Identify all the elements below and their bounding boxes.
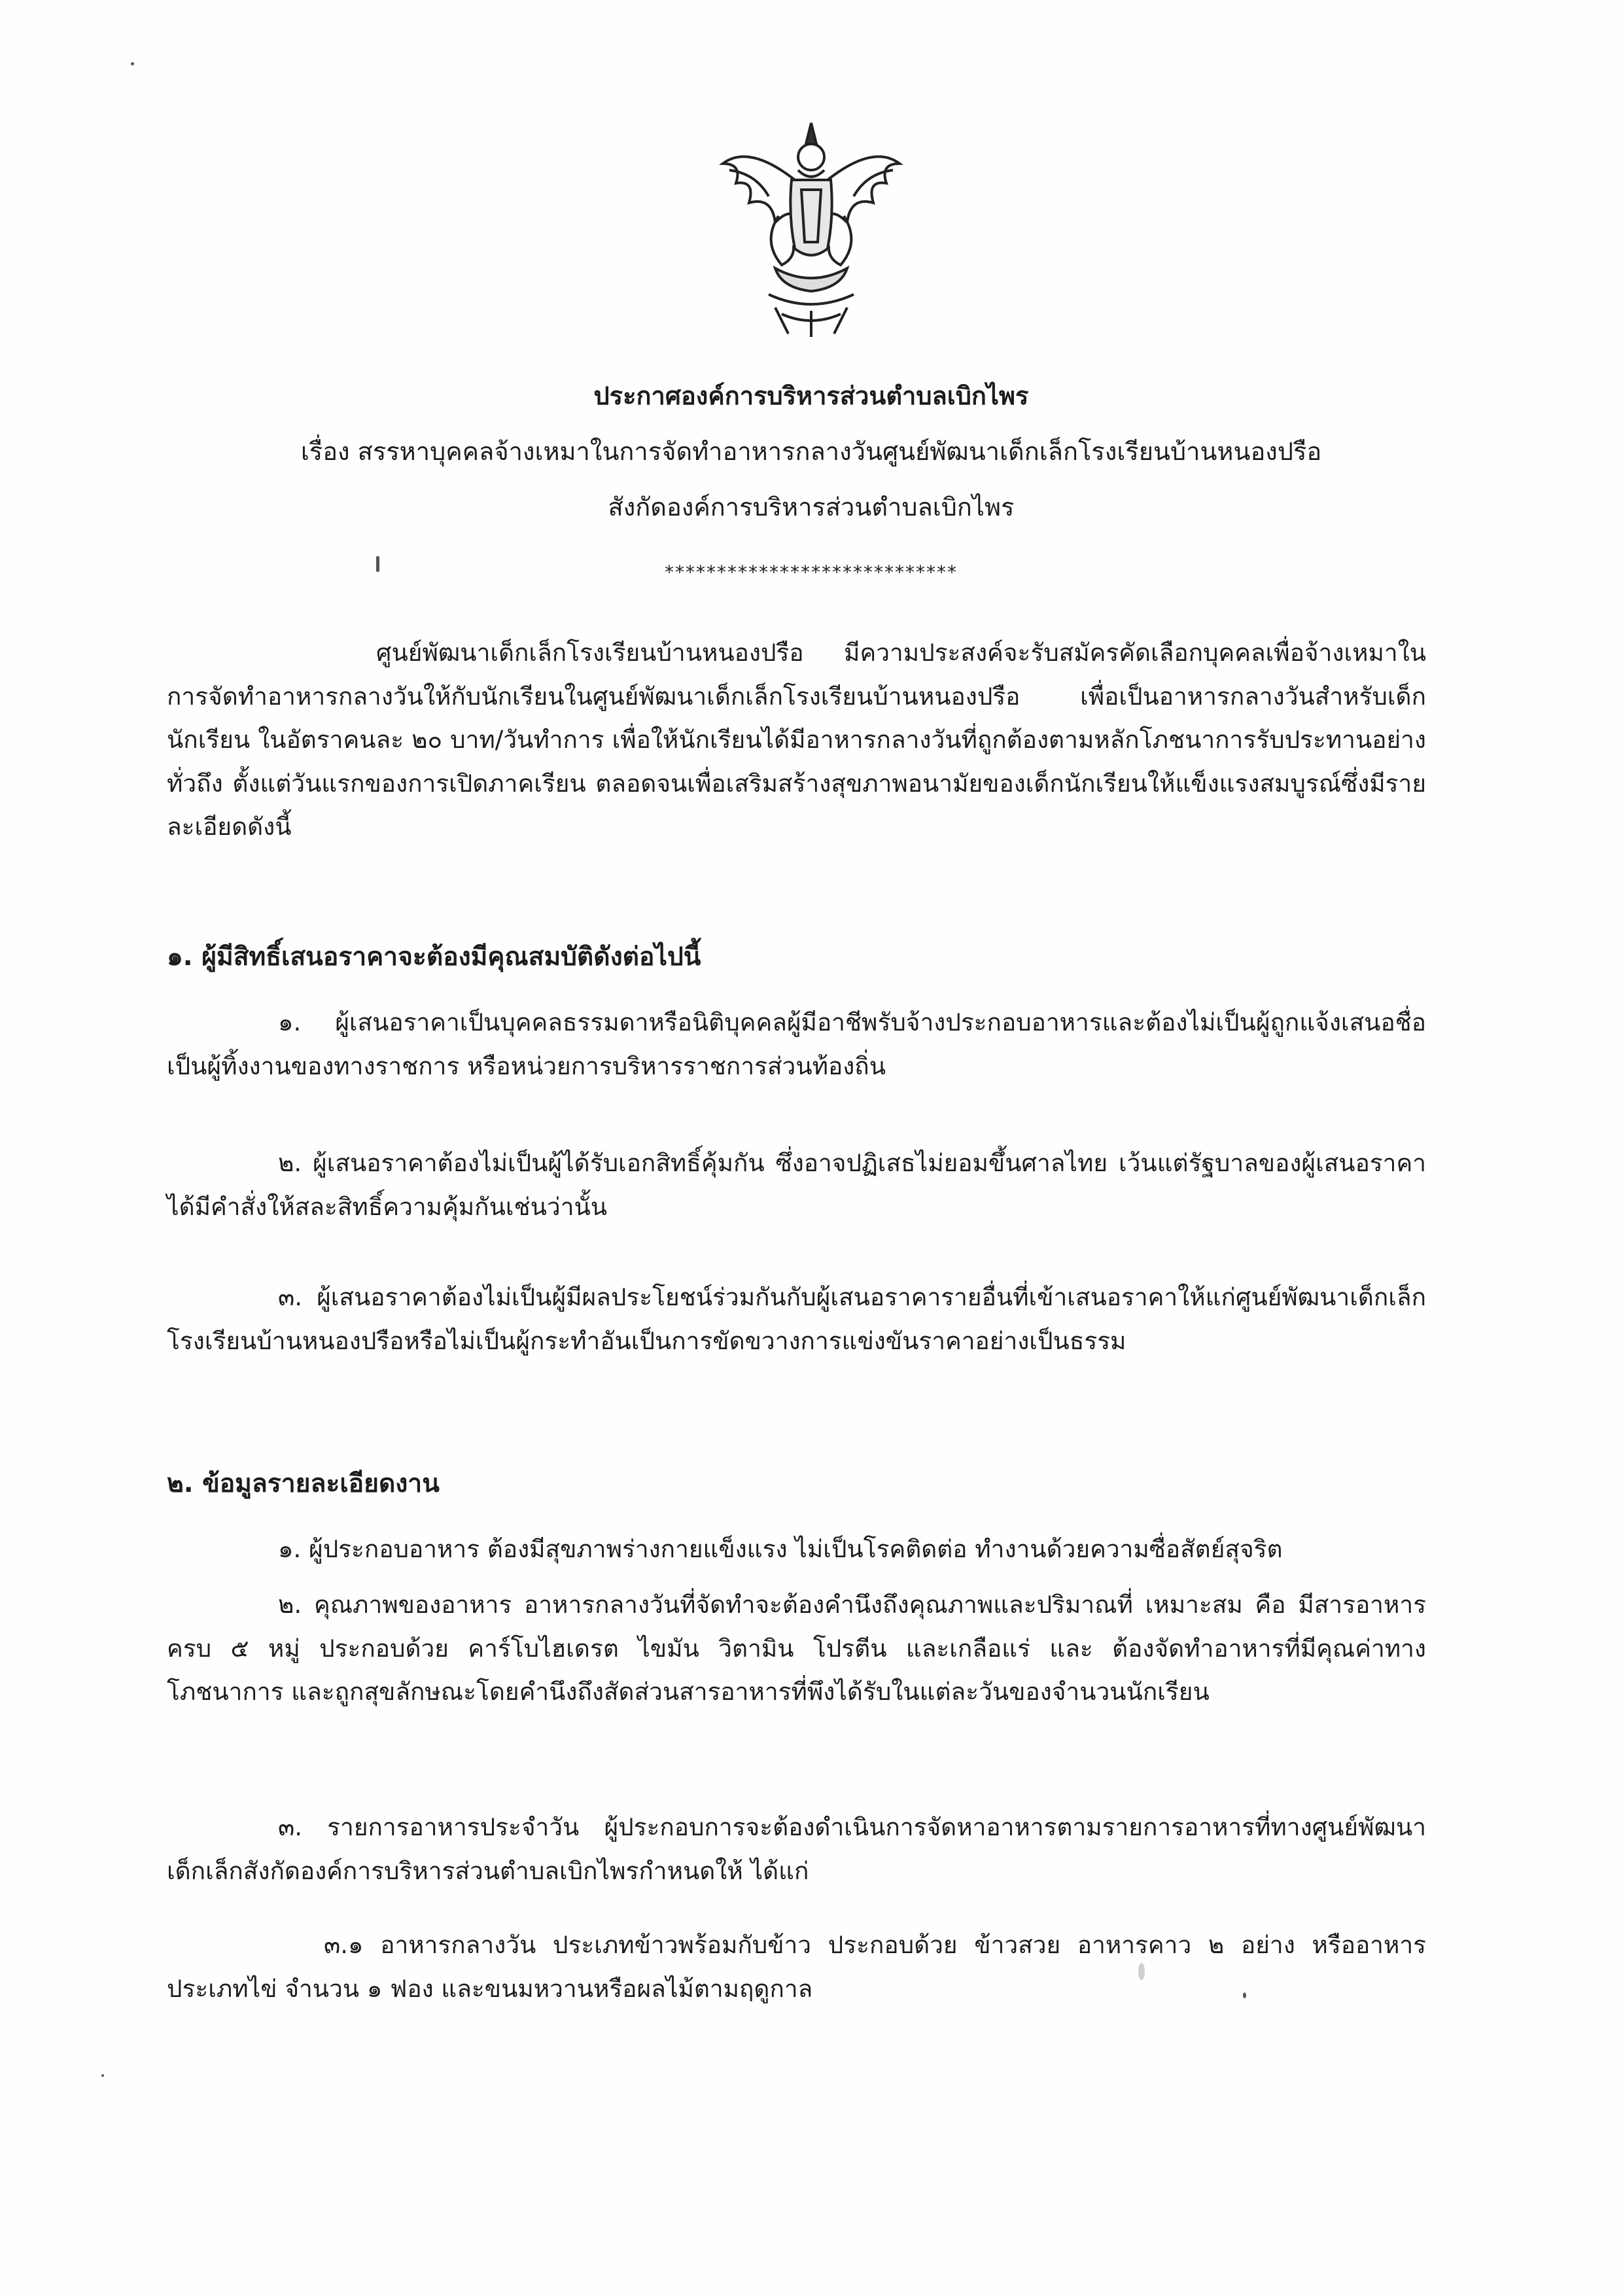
announcement-title: ประกาศองค์การบริหารส่วนตำบลเบิกไพร: [593, 381, 1029, 410]
section2-item: ๓. รายการอาหารประจำวัน ผู้ประกอบการจะต้องดำเนินการจัดหาอาหารตามรายการอาหารที่ทางศูนย์พัฒนาเด็กเล็กสังกัดองค์การบริหารส่วนตำบลเบิกไพรกำหนดให้ ได้แก่: [167, 1813, 1426, 1885]
section2-subitem: ๓.๑ อาหารกลางวัน ประเภทข้าวพร้อมกับข้าว ประกอบด้วย ข้าวสวย อาหารคาว ๒ อย่าง หรืออาหารประเภทไข่ จำนวน ๑ ฟอง และขนมหวานหรือผลไม้ตามฤดูกาล: [167, 1931, 1426, 2003]
section1-item: ๑. ผู้เสนอราคาเป็นบุคคลธรรมดาหรือนิติบุคคลผู้มีอาชีพรับจ้างประกอบอาหารและต้องไม่เป็นผู้ถูกแจ้งเสนอชื่อเป็นผู้ทิ้งงานของทางราชการ หรือหน่วยการบริหารราชการส่วนท้องถิ่น: [167, 1008, 1426, 1080]
scan-speck: [1243, 1992, 1246, 1998]
scan-speck: [1138, 1963, 1145, 1980]
section2-item: ๑. ผู้ประกอบอาหาร ต้องมีสุขภาพร่างกายแข็งแรง ไม่เป็นโรคติดต่อ ทำงานด้วยความซื่อสัตย์สุจริต: [278, 1535, 1283, 1563]
separator-line: ****************************: [665, 561, 958, 583]
section2-heading: ๒. ข้อมูลรายละเอียดงาน: [167, 1469, 440, 1498]
scan-speck: [376, 556, 379, 572]
scan-speck: [131, 62, 134, 65]
garuda-emblem-icon: [710, 118, 913, 340]
section1-item: ๒. ผู้เสนอราคาต้องไม่เป็นผู้ได้รับเอกสิทธิ์คุ้มกัน ซึ่งอาจปฏิเสธไม่ยอมขึ้นศาลไทย เว้นแต่รัฐบาลของผู้เสนอราคาได้มีคำสั่งให้สละสิทธิ์ความคุ้มกันเช่นว่านั้น: [167, 1149, 1426, 1221]
announcement-affiliation: สังกัดองค์การบริหารส่วนตำบลเบิกไพร: [608, 493, 1015, 521]
section2-item: ๒. คุณภาพของอาหาร อาหารกลางวันที่จัดทำจะต้องคำนึงถึงคุณภาพและปริมาณที่ เหมาะสม คือ มีสารอาหารครบ ๕ หมู่ ประกอบด้วย คาร์โบไฮเดรต ไขมัน วิตามิน โปรตีน และเกลือแร่ และ ต้องจัดทำอาหารที่มีคุณค่าทางโภชนาการ และถูกสุขลักษณะโดยคำนึงถึงสัดส่วนสารอาหารที่พึงได้รับในแต่ละวันของจำนวนนักเรียน: [167, 1591, 1426, 1706]
intro-paragraph: ศูนย์พัฒนาเด็กเล็กโรงเรียนบ้านหนองปรือ มีความประสงค์จะรับสมัครคัดเลือกบุคคลเพื่อจ้างเหมาในการจัดทำอาหารกลางวันให้กับนักเรียนในศูนย์พัฒนาเด็กเล็กโรงเรียนบ้านหนองปรือ เพื่อเป็นอาหารกลางวันสำหรับเด็กนักเรียน ในอัตราคนละ ๒๐ บาท/วันทำการ เพื่อให้นักเรียนได้มีอาหารกลางวันที่ถูกต้องตามหลักโภชนาการรับประทานอย่างทั่วถึง ตั้งแต่วันแรกของการเปิดภาคเรียน ตลอดจนเพื่อเสริมสร้างสุขภาพอนามัยของเด็กนักเรียนให้แข็งแรงสมบูรณ์ซึ่งมีรายละเอียดดังนี้: [167, 639, 1426, 841]
section1-item: ๓. ผู้เสนอราคาต้องไม่เป็นผู้มีผลประโยชน์ร่วมกันกับผู้เสนอราคารายอื่นที่เข้าเสนอราคาให้แก่ศูนย์พัฒนาเด็กเล็กโรงเรียนบ้านหนองปรือหรือไม่เป็นผู้กระทำอันเป็นการขัดขวางการแข่งขันราคาอย่างเป็นธรรม: [167, 1283, 1426, 1355]
section1-heading: ๑. ผู้มีสิทธิ์เสนอราคาจะต้องมีคุณสมบัติดังต่อไปนี้: [167, 942, 701, 972]
scan-speck: [101, 2074, 104, 2077]
announcement-subject: เรื่อง สรรหาบุคคลจ้างเหมาในการจัดทำอาหารกลางวันศูนย์พัฒนาเด็กเล็กโรงเรียนบ้านหนองปรือ: [300, 437, 1322, 466]
